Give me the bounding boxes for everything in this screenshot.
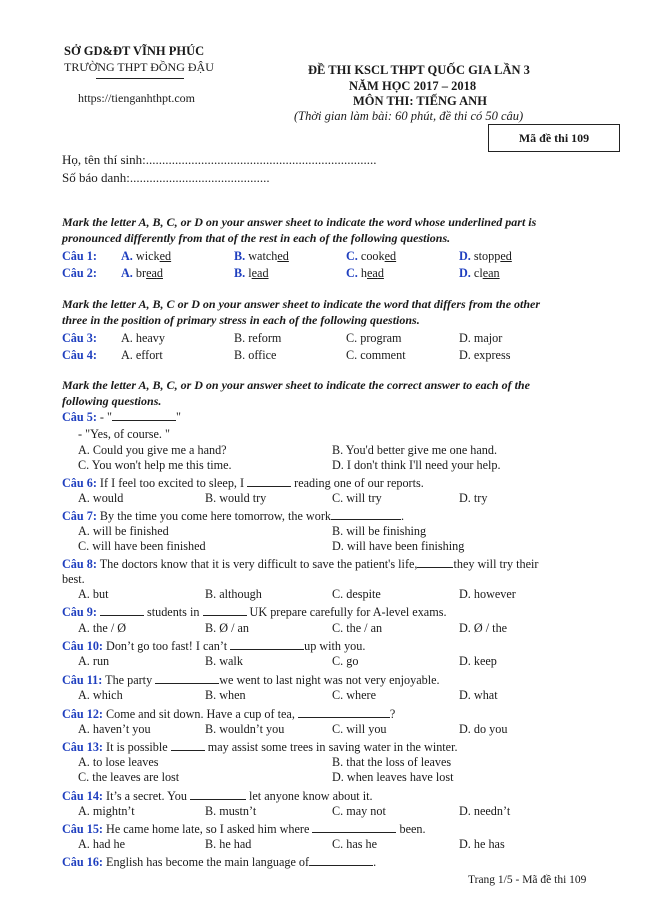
option-a[interactable]: A. haven’t you xyxy=(78,722,151,736)
option-b[interactable]: B. office xyxy=(234,348,277,362)
option-b[interactable]: B. that the loss of leaves xyxy=(332,755,452,769)
option-d[interactable]: D. needn’t xyxy=(459,804,511,818)
question-8-stem-cont: best. xyxy=(62,572,85,586)
option-b[interactable]: B. You'd better give me one hand. xyxy=(332,443,498,457)
option-b[interactable]: B. although xyxy=(205,587,262,601)
option-c[interactable]: C. the / an xyxy=(332,621,383,635)
option-d[interactable]: D. do you xyxy=(459,722,508,736)
question-13-stem: Câu 13: It is possible may assist some trees in saving water in the winter. xyxy=(62,740,458,754)
question-7-stem: Câu 7: By the time you come here tomorrow, the work . xyxy=(62,509,405,523)
option-b[interactable]: B. will be finishing xyxy=(332,524,427,538)
option-c[interactable]: C. will try xyxy=(332,491,382,505)
option-c[interactable]: C. head xyxy=(346,266,384,280)
page-footer: Trang 1/5 - Mã đề thi 109 xyxy=(468,874,587,886)
option-d[interactable]: D. will have been finishing xyxy=(332,539,465,553)
option-a[interactable]: A. had he xyxy=(78,837,126,851)
option-a[interactable]: A. but xyxy=(78,587,109,601)
question-4 xyxy=(0,347,650,363)
question-5-options-2 xyxy=(0,457,650,473)
option-b[interactable]: B. Ø / an xyxy=(205,621,250,635)
question-14-options xyxy=(0,803,650,819)
option-a[interactable]: A. to lose leaves xyxy=(78,755,159,769)
question-2 xyxy=(0,265,650,281)
question-12-stem: Câu 12: Come and sit down. Have a cup of tea, ? xyxy=(62,707,396,721)
question-13-options-1 xyxy=(0,754,650,770)
question-label: Câu 4: xyxy=(62,348,97,362)
question-10-options xyxy=(0,653,650,669)
school-name: TRƯỜNG THPT ĐỒNG ĐẬU xyxy=(64,60,214,74)
section1-instruction-line2: pronounced differently from that of the rest in each of the following questions. xyxy=(62,231,451,245)
section3-instruction-line2: following questions. xyxy=(62,394,162,408)
option-a[interactable]: A. mightn’t xyxy=(78,804,135,818)
school-year: NĂM HỌC 2017 – 2018 xyxy=(349,79,477,93)
question-8-options xyxy=(0,586,650,602)
option-d[interactable]: D. what xyxy=(459,688,498,702)
option-d[interactable]: D. Ø / the xyxy=(459,621,508,635)
option-d[interactable]: D. when leaves have lost xyxy=(332,770,454,784)
option-c[interactable]: C. cooked xyxy=(346,249,397,263)
option-c[interactable]: C. has he xyxy=(332,837,378,851)
option-b[interactable]: B. wouldn’t you xyxy=(205,722,285,736)
question-8-stem: Câu 8: The doctors know that it is very difficult to save the patient's life, they will try their xyxy=(62,557,539,571)
option-b[interactable]: B. would try xyxy=(205,491,267,505)
question-7-options-1 xyxy=(0,523,650,539)
option-c[interactable]: C. despite xyxy=(332,587,381,601)
option-d[interactable]: D. major xyxy=(459,331,503,345)
question-11-stem: Câu 11: The party we went to last night was not very enjoyable. xyxy=(62,673,440,687)
question-15-stem: Câu 15: He came home late, so I asked him where been. xyxy=(62,822,426,836)
question-1 xyxy=(0,248,650,264)
option-b[interactable]: B. lead xyxy=(234,266,269,280)
option-b[interactable]: B. reform xyxy=(234,331,282,345)
question-9-stem: Câu 9: students in UK prepare carefully for A-level exams. xyxy=(62,605,447,619)
website-link[interactable]: https://tienganhthpt.com xyxy=(78,91,195,105)
option-a[interactable]: A. the / Ø xyxy=(78,621,127,635)
option-d[interactable]: D. try xyxy=(459,491,488,505)
option-c[interactable]: C. where xyxy=(332,688,376,702)
question-3 xyxy=(0,330,650,346)
option-b[interactable]: B. he had xyxy=(205,837,252,851)
section2-instruction-line1: Mark the letter A, B, C or D on your answer sheet to indicate the word that differs from the other xyxy=(62,297,541,311)
option-d[interactable]: D. he has xyxy=(459,837,505,851)
option-a[interactable]: A. run xyxy=(78,654,110,668)
option-a[interactable]: A. Could you give me a hand? xyxy=(78,443,227,457)
question-15-options xyxy=(0,836,650,852)
option-c[interactable]: C. will have been finished xyxy=(78,539,206,553)
question-label: Câu 2: xyxy=(62,266,97,280)
option-d[interactable]: D. however xyxy=(459,587,516,601)
question-7-options-2 xyxy=(0,538,650,554)
student-name-field: Họ, tên thí sinh:....................................................................... xyxy=(62,152,377,167)
question-10-stem: Câu 10: Don’t go too fast! I can’t up with you. xyxy=(62,639,366,653)
question-13-options-2 xyxy=(0,769,650,785)
option-a[interactable]: A. wicked xyxy=(121,249,172,263)
option-b[interactable]: B. when xyxy=(205,688,246,702)
question-6-stem: Câu 6: If I feel too excited to sleep, I reading one of our reports. xyxy=(62,476,424,490)
option-d[interactable]: D. stopped xyxy=(459,249,512,263)
section1-instruction-line1: Mark the letter A, B, C, or D on your answer sheet to indicate the word whose underlined part is xyxy=(62,215,537,229)
option-c[interactable]: C. go xyxy=(332,654,359,668)
question-5-reply: - "Yes, of course. " xyxy=(78,427,170,441)
section3-instruction-line1: Mark the letter A, B, C, or D on your answer sheet to indicate the correct answer to each of the xyxy=(62,378,530,392)
question-14-stem: Câu 14: It’s a secret. You let anyone know about it. xyxy=(62,789,373,803)
question-label: Câu 1: xyxy=(62,249,97,263)
option-a[interactable]: A. bread xyxy=(121,266,163,280)
option-a[interactable]: A. heavy xyxy=(121,331,165,345)
option-c[interactable]: C. will you xyxy=(332,722,387,736)
option-c[interactable]: C. may not xyxy=(332,804,386,818)
option-b[interactable]: B. walk xyxy=(205,654,243,668)
question-9-options xyxy=(0,620,650,636)
option-b[interactable]: B. mustn’t xyxy=(205,804,257,818)
option-a[interactable]: A. effort xyxy=(121,348,163,362)
exam-subject: MÔN THI: TIẾNG ANH xyxy=(353,94,487,108)
exam-code-box: Mã đề thi 109 xyxy=(488,124,620,152)
option-d[interactable]: D. keep xyxy=(459,654,497,668)
exam-title: ĐỀ THI KSCL THPT QUỐC GIA LẦN 3 xyxy=(308,63,530,77)
question-label: Câu 3: xyxy=(62,331,97,345)
time-note: (Thời gian làm bài: 60 phút, đề thi có 50 câu) xyxy=(294,109,524,123)
option-d[interactable]: D. I don't think I'll need your help. xyxy=(332,458,501,472)
question-16-stem: Câu 16: English has become the main language of . xyxy=(62,855,377,869)
option-c[interactable]: C. program xyxy=(346,331,402,345)
option-b[interactable]: B. watched xyxy=(234,249,289,263)
question-5-options-1 xyxy=(0,442,650,458)
student-id-field: Số báo danh:........................................... xyxy=(62,170,270,185)
question-11-options xyxy=(0,687,650,703)
option-a[interactable]: A. which xyxy=(78,688,123,702)
option-d[interactable]: D. clean xyxy=(459,266,500,280)
header-divider xyxy=(96,78,184,79)
option-d[interactable]: D. express xyxy=(459,348,511,362)
question-5-stem: Câu 5: - " " xyxy=(62,410,181,424)
option-c[interactable]: C. the leaves are lost xyxy=(78,770,180,784)
option-a[interactable]: A. would xyxy=(78,491,124,505)
option-c[interactable]: C. You won't help me this time. xyxy=(78,458,232,472)
option-c[interactable]: C. comment xyxy=(346,348,406,362)
section2-instruction-line2: three in the position of primary stress in each of the following questions. xyxy=(62,313,420,327)
department-name: SỞ GD&ĐT VĨNH PHÚC xyxy=(64,44,205,58)
question-12-options xyxy=(0,721,650,737)
question-6-options xyxy=(0,490,650,506)
option-a[interactable]: A. will be finished xyxy=(78,524,169,538)
